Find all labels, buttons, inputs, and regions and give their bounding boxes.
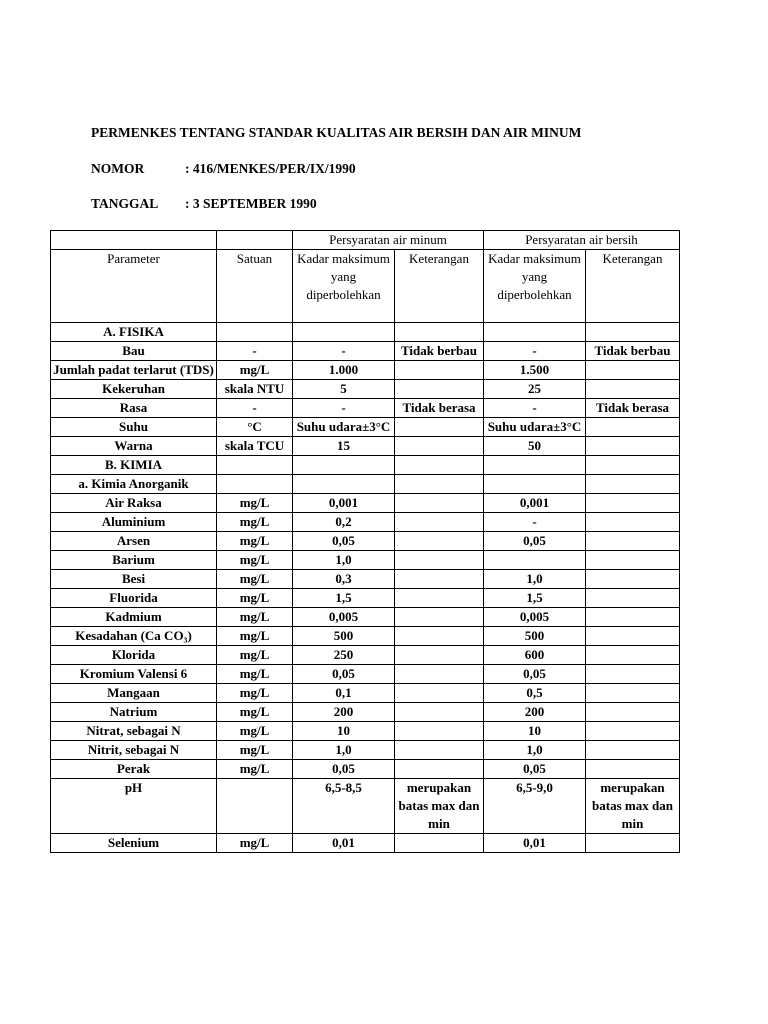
tanggal-value: : 3 SEPTEMBER 1990 [185,196,317,211]
kadar-minum-cell [293,323,395,342]
satuan-cell: mg/L [217,513,293,532]
kadar-minum-cell: 500 [293,627,395,646]
header-keterangan-bersih: Keterangan [586,250,680,323]
keterangan-bersih-cell [586,551,680,570]
kadar-minum-cell: 250 [293,646,395,665]
nomor-line [91,161,356,177]
kadar-bersih-cell: 10 [484,722,586,741]
section-row [51,323,680,342]
kadar-bersih-cell: 0,001 [484,494,586,513]
kadar-minum-cell: - [293,342,395,361]
parameter-cell: Perak [51,760,217,779]
table-row [51,513,680,532]
parameter-cell: Kekeruhan [51,380,217,399]
satuan-cell: mg/L [217,570,293,589]
keterangan-minum-cell [395,760,484,779]
parameter-cell: Natrium [51,703,217,722]
kadar-bersih-cell [484,475,586,494]
keterangan-minum-cell [395,722,484,741]
kadar-minum-cell: 0,1 [293,684,395,703]
kadar-minum-cell: - [293,399,395,418]
keterangan-minum-cell [395,532,484,551]
parameter-cell: Besi [51,570,217,589]
keterangan-bersih-cell [586,665,680,684]
header-air-minum: Persyaratan air minum [293,231,484,250]
parameter-cell: Kesadahan (Ca CO₃) [51,627,217,646]
keterangan-minum-cell: Tidak berasa [395,399,484,418]
table-column-header-row [51,250,680,323]
keterangan-bersih-cell [586,456,680,475]
kadar-bersih-cell [484,456,586,475]
kadar-bersih-cell: 200 [484,703,586,722]
keterangan-minum-cell [395,361,484,380]
parameter-cell: Kadmium [51,608,217,627]
parameter-cell: Barium [51,551,217,570]
satuan-cell: mg/L [217,722,293,741]
kadar-minum-cell: 1,0 [293,551,395,570]
parameter-cell: Suhu [51,418,217,437]
kadar-minum-cell [293,456,395,475]
satuan-cell: mg/L [217,684,293,703]
satuan-cell: skala NTU [217,380,293,399]
satuan-cell: mg/L [217,608,293,627]
table-row [51,532,680,551]
document-title: PERMENKES TENTANG STANDAR KUALITAS AIR BERSIH DAN AIR MINUM [91,125,582,140]
keterangan-minum-cell [395,513,484,532]
keterangan-bersih-cell [586,475,680,494]
kadar-minum-cell: 0,2 [293,513,395,532]
keterangan-minum-cell [395,437,484,456]
keterangan-bersih-cell [586,361,680,380]
satuan-cell [217,475,293,494]
kadar-bersih-cell: 1.500 [484,361,586,380]
satuan-cell: - [217,342,293,361]
keterangan-minum-cell: merupakan batas max dan min [395,779,484,834]
table-row [51,834,680,853]
kadar-bersih-cell: - [484,513,586,532]
parameter-cell: Air Raksa [51,494,217,513]
table-row [51,589,680,608]
table-row [51,437,680,456]
keterangan-bersih-cell [586,437,680,456]
keterangan-minum-cell [395,665,484,684]
keterangan-bersih-cell [586,380,680,399]
keterangan-bersih-cell: merupakan batas max dan min [586,779,680,834]
table-row [51,684,680,703]
keterangan-bersih-cell [586,627,680,646]
keterangan-bersih-cell [586,570,680,589]
kadar-bersih-cell [484,323,586,342]
table-row [51,342,680,361]
keterangan-minum-cell [395,380,484,399]
parameter-cell: Fluorida [51,589,217,608]
keterangan-minum-cell [395,627,484,646]
keterangan-minum-cell [395,475,484,494]
kadar-bersih-cell: - [484,342,586,361]
keterangan-bersih-cell [586,703,680,722]
satuan-cell: mg/L [217,532,293,551]
kadar-bersih-cell: 1,0 [484,741,586,760]
section-row [51,456,680,475]
keterangan-bersih-cell [586,741,680,760]
parameter-cell: B. KIMIA [51,456,217,475]
kadar-minum-cell: 1,5 [293,589,395,608]
keterangan-minum-cell [395,646,484,665]
kadar-minum-cell: 1.000 [293,361,395,380]
table-row [51,608,680,627]
header-air-bersih: Persyaratan air bersih [484,231,680,250]
keterangan-bersih-cell [586,532,680,551]
satuan-cell [217,456,293,475]
satuan-cell: mg/L [217,646,293,665]
kadar-minum-cell: 0,001 [293,494,395,513]
parameter-cell: pH [51,779,217,834]
keterangan-minum-cell [395,684,484,703]
table-row [51,361,680,380]
keterangan-minum-cell [395,608,484,627]
satuan-cell: mg/L [217,760,293,779]
keterangan-bersih-cell [586,684,680,703]
kadar-minum-cell: 200 [293,703,395,722]
keterangan-minum-cell [395,703,484,722]
keterangan-minum-cell [395,551,484,570]
keterangan-minum-cell [395,589,484,608]
keterangan-bersih-cell [586,513,680,532]
kadar-minum-cell: Suhu udara±3°C [293,418,395,437]
table-row [51,570,680,589]
kadar-bersih-cell: 500 [484,627,586,646]
parameter-cell: Rasa [51,399,217,418]
parameter-cell: Aluminium [51,513,217,532]
kadar-minum-cell: 6,5-8,5 [293,779,395,834]
table-row [51,551,680,570]
keterangan-minum-cell [395,570,484,589]
satuan-cell: mg/L [217,361,293,380]
table-group-header-row [51,231,680,250]
keterangan-bersih-cell: Tidak berbau [586,342,680,361]
table-row [51,741,680,760]
kadar-minum-cell: 0,05 [293,532,395,551]
kadar-bersih-cell: Suhu udara±3°C [484,418,586,437]
keterangan-bersih-cell [586,608,680,627]
kadar-minum-cell: 5 [293,380,395,399]
keterangan-bersih-cell [586,646,680,665]
kadar-minum-cell: 1,0 [293,741,395,760]
kadar-minum-cell: 0,05 [293,665,395,684]
parameter-cell: Warna [51,437,217,456]
satuan-cell: mg/L [217,589,293,608]
keterangan-minum-cell [395,741,484,760]
keterangan-bersih-cell [586,760,680,779]
keterangan-minum-cell [395,834,484,853]
table-row [51,380,680,399]
table-row [51,779,680,834]
kadar-minum-cell: 0,01 [293,834,395,853]
parameter-cell: Nitrit, sebagai N [51,741,217,760]
satuan-cell: - [217,399,293,418]
keterangan-bersih-cell: Tidak berasa [586,399,680,418]
kadar-bersih-cell: - [484,399,586,418]
keterangan-bersih-cell [586,494,680,513]
parameter-cell: Mangaan [51,684,217,703]
kadar-bersih-cell [484,551,586,570]
kadar-minum-cell: 10 [293,722,395,741]
kadar-bersih-cell: 50 [484,437,586,456]
parameter-cell: A. FISIKA [51,323,217,342]
satuan-cell: mg/L [217,627,293,646]
kadar-bersih-cell: 600 [484,646,586,665]
parameter-cell: Jumlah padat terlarut (TDS) [51,361,217,380]
header-satuan: Satuan [217,250,293,323]
satuan-cell [217,323,293,342]
table-row [51,760,680,779]
kadar-bersih-cell: 0,5 [484,684,586,703]
kadar-bersih-cell: 6,5-9,0 [484,779,586,834]
table-row [51,627,680,646]
keterangan-bersih-cell [586,323,680,342]
keterangan-bersih-cell [586,722,680,741]
header-parameter: Parameter [51,250,217,323]
keterangan-minum-cell: Tidak berbau [395,342,484,361]
keterangan-minum-cell [395,456,484,475]
parameter-cell: Klorida [51,646,217,665]
keterangan-minum-cell [395,323,484,342]
kadar-bersih-cell: 25 [484,380,586,399]
table-row [51,399,680,418]
kadar-minum-cell [293,475,395,494]
tanggal-label: TANGGAL [91,196,159,211]
keterangan-bersih-cell [586,418,680,437]
table-row [51,703,680,722]
table-row [51,646,680,665]
satuan-cell: skala TCU [217,437,293,456]
kadar-bersih-cell: 1,5 [484,589,586,608]
header-blank-cell [217,231,293,250]
kadar-bersih-cell: 0,05 [484,532,586,551]
parameter-cell: Arsen [51,532,217,551]
kadar-bersih-cell: 1,0 [484,570,586,589]
nomor-label: NOMOR [91,161,145,176]
satuan-cell [217,779,293,834]
keterangan-minum-cell [395,494,484,513]
kadar-minum-cell: 15 [293,437,395,456]
kadar-bersih-cell: 0,05 [484,760,586,779]
keterangan-bersih-cell [586,834,680,853]
satuan-cell: mg/L [217,551,293,570]
parameter-cell: Nitrat, sebagai N [51,722,217,741]
kadar-minum-cell: 0,05 [293,760,395,779]
keterangan-bersih-cell [586,589,680,608]
header-kadar-minum: Kadar maksimum yang diperbolehkan [293,250,395,323]
parameter-cell: Selenium [51,834,217,853]
kadar-minum-cell: 0,005 [293,608,395,627]
kadar-bersih-cell: 0,005 [484,608,586,627]
table-row [51,418,680,437]
tanggal-line [91,196,317,212]
keterangan-minum-cell [395,418,484,437]
kadar-bersih-cell: 0,05 [484,665,586,684]
table-body [51,323,680,853]
satuan-cell: mg/L [217,834,293,853]
header-kadar-bersih: Kadar maksimum yang diperbolehkan [484,250,586,323]
satuan-cell: mg/L [217,741,293,760]
parameter-cell: Kromium Valensi 6 [51,665,217,684]
nomor-value: : 416/MENKES/PER/IX/1990 [185,161,356,176]
table-row [51,665,680,684]
satuan-cell: mg/L [217,665,293,684]
table-row [51,722,680,741]
header-blank-cell [51,231,217,250]
table-row [51,494,680,513]
water-quality-table [50,230,680,853]
satuan-cell: °C [217,418,293,437]
header-keterangan-minum: Keterangan [395,250,484,323]
parameter-cell: a. Kimia Anorganik [51,475,217,494]
kadar-bersih-cell: 0,01 [484,834,586,853]
satuan-cell: mg/L [217,494,293,513]
satuan-cell: mg/L [217,703,293,722]
section-row [51,475,680,494]
parameter-cell: Bau [51,342,217,361]
kadar-minum-cell: 0,3 [293,570,395,589]
